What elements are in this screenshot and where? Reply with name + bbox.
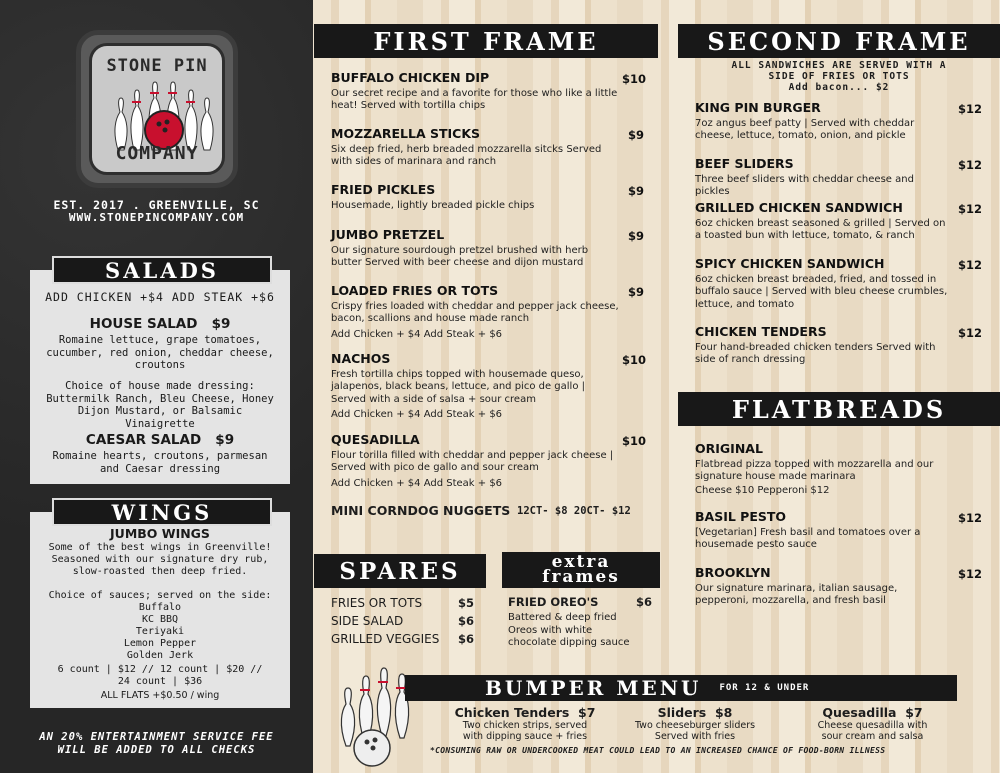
service-fee-line-2: WILL BE ADDED TO ALL CHECKS xyxy=(57,744,256,756)
item-name: BROOKLYN xyxy=(695,565,771,580)
spare-name: GRILLED VEGGIES xyxy=(331,632,440,646)
sandwich-note-1: ALL SANDWICHES ARE SERVED WITH A xyxy=(731,60,947,71)
item-name: KING PIN BURGER xyxy=(695,100,821,115)
item-price: $9 xyxy=(628,285,645,299)
bumper-item xyxy=(620,705,770,742)
item-name: ORIGINAL xyxy=(695,441,763,456)
item-name: CHICKEN TENDERS xyxy=(695,324,827,339)
bumper-item-desc: Two chicken strips, served with dipping sauce + fries xyxy=(462,720,588,742)
corndog-name: MINI CORNDOG NUGGETS xyxy=(331,503,511,518)
bumper-menu-heading xyxy=(405,675,957,701)
item-desc: Our signature marinara, italian sausage, pepperoni, mozzarella, and fresh basil xyxy=(695,582,898,606)
menu-item xyxy=(331,353,623,422)
bumper-menu-subtitle: FOR 12 & UNDER xyxy=(719,683,810,693)
menu-item xyxy=(331,434,621,490)
item-price: $10 xyxy=(622,353,647,367)
menu-item xyxy=(331,285,631,341)
item-price: $10 xyxy=(622,434,647,448)
item-desc: Six deep fried, herb breaded mozzarella sitcks Served with sides of marinara and ranch xyxy=(331,143,602,167)
caesar-salad-name: CAESAR SALAD xyxy=(85,432,202,448)
item-name: SPICY CHICKEN SANDWICH xyxy=(695,256,885,271)
menu-item xyxy=(331,184,621,212)
menu-item xyxy=(695,326,951,367)
spare-price: $6 xyxy=(458,614,475,628)
menu-item xyxy=(331,128,621,169)
caesar-salad-desc: Romaine hearts, croutons, parmesan and Caesar dressing xyxy=(52,450,268,475)
item-desc: Our signature sourdough pretzel brushed with herb butter Served with beer cheese and dijon mustard xyxy=(331,244,589,268)
item-desc: Four hand-breaded chicken tenders Served with side of ranch dressing xyxy=(695,341,936,365)
fried-oreos-name: FRIED OREO'S xyxy=(508,595,599,609)
menu-item xyxy=(695,258,957,311)
fried-oreos-price: $6 xyxy=(636,595,653,609)
bumper-item-desc: Cheese quesadilla with sour cream and salsa xyxy=(817,720,928,742)
bumper-item xyxy=(795,705,950,742)
item-addons: Add Chicken + $4 Add Steak + $6 xyxy=(331,477,503,489)
spare-price: $5 xyxy=(458,596,475,610)
item-price: $12 xyxy=(958,158,983,172)
item-addons: Cheese $10 Pepperoni $12 xyxy=(695,484,830,496)
bumper-item-name: Chicken Tenders xyxy=(454,705,570,720)
item-price: $9 xyxy=(628,229,645,243)
wing-counts-1: 6 count | $12 // 12 count | $20 // xyxy=(57,664,263,675)
wings-heading: WINGS xyxy=(52,498,272,526)
extra-frames-title-1: extra xyxy=(551,552,611,572)
spare-price: $6 xyxy=(458,632,475,646)
item-desc: Flour torilla filled with cheddar and pepper jack cheese | Served with pico de gallo and sour cream xyxy=(331,449,614,473)
caesar-salad-price: $9 xyxy=(215,432,235,448)
sandwich-note-2: SIDE OF FRIES OR TOTS xyxy=(768,71,910,82)
item-price: $12 xyxy=(958,102,983,116)
item-name: QUESADILLA xyxy=(331,432,420,447)
dressing-options: Choice of house made dressing: Buttermilk Ranch, Bleu Cheese, Honey Dijon Mustard, or Balsamic Vinaigrette xyxy=(46,380,274,430)
menu-item xyxy=(331,72,621,113)
logo-top-text: STONE PIN xyxy=(106,56,208,76)
house-salad-price: $9 xyxy=(211,316,231,332)
item-addons: Add Chicken + $4 Add Steak + $6 xyxy=(331,409,503,420)
house-salad-desc: Romaine lettuce, grape tomatoes, cucumber, red onion, cheddar cheese, croutons xyxy=(46,334,274,371)
second-frame-heading: SECOND FRAME xyxy=(678,24,1000,58)
menu-item xyxy=(695,443,963,497)
bumper-item-price: $7 xyxy=(578,705,596,720)
extra-frames-heading xyxy=(502,552,660,588)
item-name: JUMBO PRETZEL xyxy=(331,227,445,242)
item-price: $9 xyxy=(628,128,645,142)
spares-heading: SPARES xyxy=(314,554,486,588)
sandwich-note-3: Add bacon... $2 xyxy=(788,82,890,93)
flatbreads-heading: FLATBREADS xyxy=(678,392,1000,426)
sandwich-note xyxy=(678,60,1000,93)
item-price: $12 xyxy=(958,511,983,525)
salads-heading: SALADS xyxy=(52,256,272,284)
bumper-item-desc: Two cheeseburger sliders Served with fries xyxy=(634,720,756,742)
sauce-item: KC BBQ xyxy=(141,614,179,625)
bumper-item-price: $8 xyxy=(714,705,733,720)
item-price: $12 xyxy=(958,567,983,581)
item-desc: Our secret recipe and a favorite for those who like a little heat! Served with tortilla chips xyxy=(331,87,618,111)
spare-name: SIDE SALAD xyxy=(331,614,404,628)
item-price: $12 xyxy=(958,326,983,340)
raw-meat-disclaimer: *CONSUMING RAW OR UNDERCOOKED MEAT COULD LEAD TO AN INCREASED CHANCE OF FOOD-BORN ILLNESS xyxy=(430,746,886,755)
item-price: $9 xyxy=(628,184,645,198)
item-desc: Fresh tortilla chips topped with housemade queso, jalapenos, black beans, lettuce, and pico de gallo | Served with a side of salsa + sour cream xyxy=(331,368,585,405)
item-name: LOADED FRIES OR TOTS xyxy=(331,283,499,298)
house-salad-name: HOUSE SALAD xyxy=(89,316,198,332)
salad-addons: ADD CHICKEN +$4 ADD STEAK +$6 xyxy=(45,290,275,304)
sauce-item: Golden Jerk xyxy=(126,650,194,661)
sauce-item: Lemon Pepper xyxy=(123,638,197,649)
item-name: MOZZARELLA STICKS xyxy=(331,126,481,141)
salads-panel xyxy=(30,270,290,484)
menu-item xyxy=(695,511,951,552)
item-name: GRILLED CHICKEN SANDWICH xyxy=(695,200,903,215)
menu-item xyxy=(695,102,951,143)
bumper-item-name: Sliders xyxy=(657,705,707,720)
bowling-pins-icon xyxy=(106,80,222,152)
bumper-item-price: $7 xyxy=(905,705,923,720)
extra-frames-title-2: frames xyxy=(542,567,620,587)
wings-desc: Some of the best wings in Greenville! Seasoned with our signature dry rub, slow-roasted then deep fried. xyxy=(48,542,272,577)
item-name: NACHOS xyxy=(331,351,391,366)
item-desc: [Vegetarian] Fresh basil and tomatoes over a housemade pesto sauce xyxy=(695,526,921,550)
item-desc: Crispy fries loaded with cheddar and pepper jack cheese, bacon, scallions and house made ranch xyxy=(331,300,619,324)
item-desc: 7oz angus beef patty | Served with cheddar cheese, lettuce, tomato, onion, and pickle xyxy=(695,117,915,141)
flats-upcharge: ALL FLATS +$0.50 / wing xyxy=(100,690,220,701)
menu-item xyxy=(695,567,951,608)
menu-item xyxy=(695,158,951,199)
item-name: FRIED PICKLES xyxy=(331,182,436,197)
left-column xyxy=(0,0,313,773)
bumper-menu-title: BUMPER MENU xyxy=(485,676,702,700)
sauce-item: Buffalo xyxy=(138,602,182,613)
spare-name: FRIES OR TOTS xyxy=(331,596,423,610)
sauce-list xyxy=(30,602,290,662)
item-price: $12 xyxy=(958,202,983,216)
wing-counts-2: 24 count | $36 xyxy=(117,676,203,687)
item-desc: Flatbread pizza topped with mozzarella and our signature house made marinara xyxy=(695,458,934,482)
bumper-item xyxy=(440,705,610,742)
item-price: $10 xyxy=(622,72,647,86)
item-price: $12 xyxy=(958,258,983,272)
first-frame-heading: FIRST FRAME xyxy=(314,24,658,58)
corndog-price: 12CT- $8 20CT- $12 xyxy=(517,505,631,517)
sauces-intro: Choice of sauces; served on the side: xyxy=(48,590,272,601)
jumbo-wings-name: JUMBO WINGS xyxy=(110,526,210,541)
website: WWW.STONEPINCOMPANY.COM xyxy=(68,211,245,224)
item-desc: Three beef sliders with cheddar cheese and pickles xyxy=(695,173,914,197)
menu-item xyxy=(695,202,951,243)
stone-pin-logo xyxy=(76,30,238,188)
fried-oreos-desc: Battered & deep fried Oreos with white chocolate dipping sauce xyxy=(508,612,630,648)
bumper-item-name: Quesadilla xyxy=(822,705,897,720)
service-fee-line-1: AN 20% ENTERTAINMENT SERVICE FEE xyxy=(39,731,274,743)
item-addons: Add Chicken + $4 Add Steak + $6 xyxy=(331,328,503,340)
item-desc: 6oz chicken breast breaded, fried, and tossed in buffalo sauce | Served with bleu cheese crumbles, lettuce, and tomato xyxy=(695,273,948,310)
item-name: BASIL PESTO xyxy=(695,509,787,524)
logo-bottom-text: COMPANY xyxy=(115,143,199,164)
menu-item xyxy=(331,229,621,270)
item-name: BEEF SLIDERS xyxy=(695,156,794,171)
wings-panel xyxy=(30,512,290,708)
item-name: BUFFALO CHICKEN DIP xyxy=(331,70,490,85)
item-desc: Housemade, lightly breaded pickle chips xyxy=(331,199,535,211)
sauce-item: Teriyaki xyxy=(135,626,185,637)
item-desc: 6oz chicken breast seasoned & grilled | Served on a toasted bun with lettuce, tomato, & ranch xyxy=(695,217,946,241)
established-line: EST. 2017 . GREENVILLE, SC xyxy=(53,198,260,212)
